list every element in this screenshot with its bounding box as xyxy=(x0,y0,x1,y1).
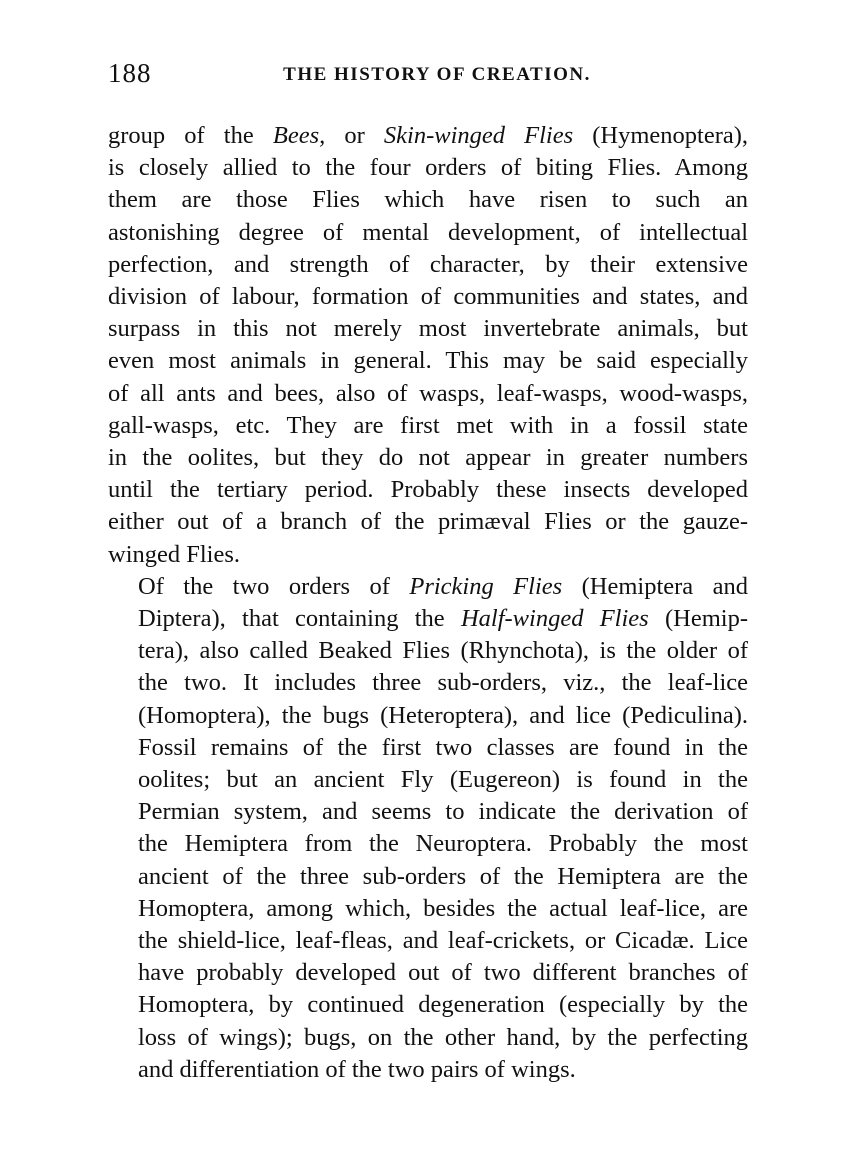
text-line xyxy=(108,732,748,764)
text-line xyxy=(108,345,748,377)
text-run: (Hymenoptera), xyxy=(573,122,749,149)
text-run: surpass in this not merely most invertebrate animals, but xyxy=(108,315,748,343)
text-line xyxy=(108,828,748,860)
text-run: the shield-lice, leaf-fleas, and leaf-crickets, or Cicadæ. Lice xyxy=(138,927,748,955)
text-run: of all ants and bees, also of wasps, leaf-wasps, wood-wasps, xyxy=(108,379,748,407)
text-run: division of labour, formation of communities and states, and xyxy=(108,283,748,311)
text-run: even most animals in general. This may be said especially xyxy=(108,347,748,375)
text-line xyxy=(108,1054,748,1086)
paragraph xyxy=(108,120,748,571)
text-run: until the tertiary period. Probably these insects developed xyxy=(108,476,748,504)
text-line xyxy=(108,378,748,410)
text-run: (Homoptera), the bugs (Heteroptera), and lice (Pediculina). xyxy=(138,701,748,729)
text-run: either out of a branch of the primæval Flies or the gauze- xyxy=(108,508,748,536)
italic-term: Pricking Flies xyxy=(409,572,563,600)
text-run: perfection, and strength of character, by their extensive xyxy=(108,250,748,278)
text-line xyxy=(108,442,748,474)
running-head xyxy=(108,58,748,98)
text-line xyxy=(108,989,748,1021)
book-page xyxy=(108,58,748,1086)
text-run: loss of wings); bugs, on the other hand, by the perfecting xyxy=(138,1023,748,1051)
text-run: the Hemiptera from the Neuroptera. Probably the most xyxy=(138,830,748,858)
text-run: winged Flies. xyxy=(108,540,241,568)
text-run: is closely allied to the four orders of biting Flies. Among xyxy=(108,154,748,182)
text-run: (Hemiptera and xyxy=(562,572,748,600)
text-line xyxy=(108,410,748,442)
text-run: Homoptera, by continued degeneration (especially by the xyxy=(138,991,748,1019)
text-run: Homoptera, among which, besides the actual leaf-lice, are xyxy=(138,894,748,922)
italic-term: Bees, xyxy=(272,122,326,149)
italic-term: Skin-winged Flies xyxy=(383,122,574,149)
text-line xyxy=(108,313,748,345)
text-run: Diptera), that containing the xyxy=(138,605,461,633)
text-line xyxy=(108,957,748,989)
running-title: THE HISTORY OF CREATION. xyxy=(283,64,591,85)
text-line xyxy=(108,217,748,249)
italic-term: Half-winged Flies xyxy=(460,605,649,633)
text-run: the two. It includes three sub-orders, viz., the leaf-lice xyxy=(138,669,748,697)
text-line xyxy=(108,281,748,313)
text-line xyxy=(108,571,748,603)
paragraph xyxy=(108,571,748,1086)
body-text xyxy=(108,120,748,1086)
text-line xyxy=(108,700,748,732)
text-run: tera), also called Beaked Flies (Rhynchota), is the older of xyxy=(138,637,748,665)
text-line xyxy=(108,796,748,828)
text-run: gall-wasps, etc. They are first met with in a fossil state xyxy=(108,411,748,439)
page-number: 188 xyxy=(108,58,152,88)
text-line xyxy=(108,506,748,538)
text-run: (Hemip- xyxy=(648,605,748,633)
text-run: Permian system, and seems to indicate the derivation of xyxy=(138,798,748,826)
text-line xyxy=(108,893,748,925)
text-run: or xyxy=(325,122,384,149)
text-run: have probably developed out of two different branches of xyxy=(138,959,748,987)
text-line xyxy=(108,764,748,796)
text-run: them are those Flies which have risen to such an xyxy=(108,186,748,214)
text-run: Of the two orders of xyxy=(138,572,410,600)
text-run: in the oolites, but they do not appear in greater numbers xyxy=(108,444,748,472)
text-line xyxy=(108,667,748,699)
text-line xyxy=(108,152,748,184)
text-line xyxy=(108,120,748,152)
text-line xyxy=(108,861,748,893)
text-run: and differentiation of the two pairs of wings. xyxy=(138,1055,576,1083)
text-line xyxy=(108,603,748,635)
text-line xyxy=(108,474,748,506)
text-line xyxy=(108,635,748,667)
text-run: astonishing degree of mental development, of intellectual xyxy=(108,218,748,246)
text-line xyxy=(108,925,748,957)
text-line xyxy=(108,249,748,281)
text-run: Fossil remains of the first two classes are found in the xyxy=(138,733,748,761)
text-run: group of the xyxy=(108,122,273,149)
text-line xyxy=(108,539,748,571)
text-run: ancient of the three sub-orders of the Hemiptera are the xyxy=(138,862,748,890)
text-run: oolites; but an ancient Fly (Eugereon) is found in the xyxy=(138,766,748,794)
text-line xyxy=(108,1022,748,1054)
text-line xyxy=(108,184,748,216)
